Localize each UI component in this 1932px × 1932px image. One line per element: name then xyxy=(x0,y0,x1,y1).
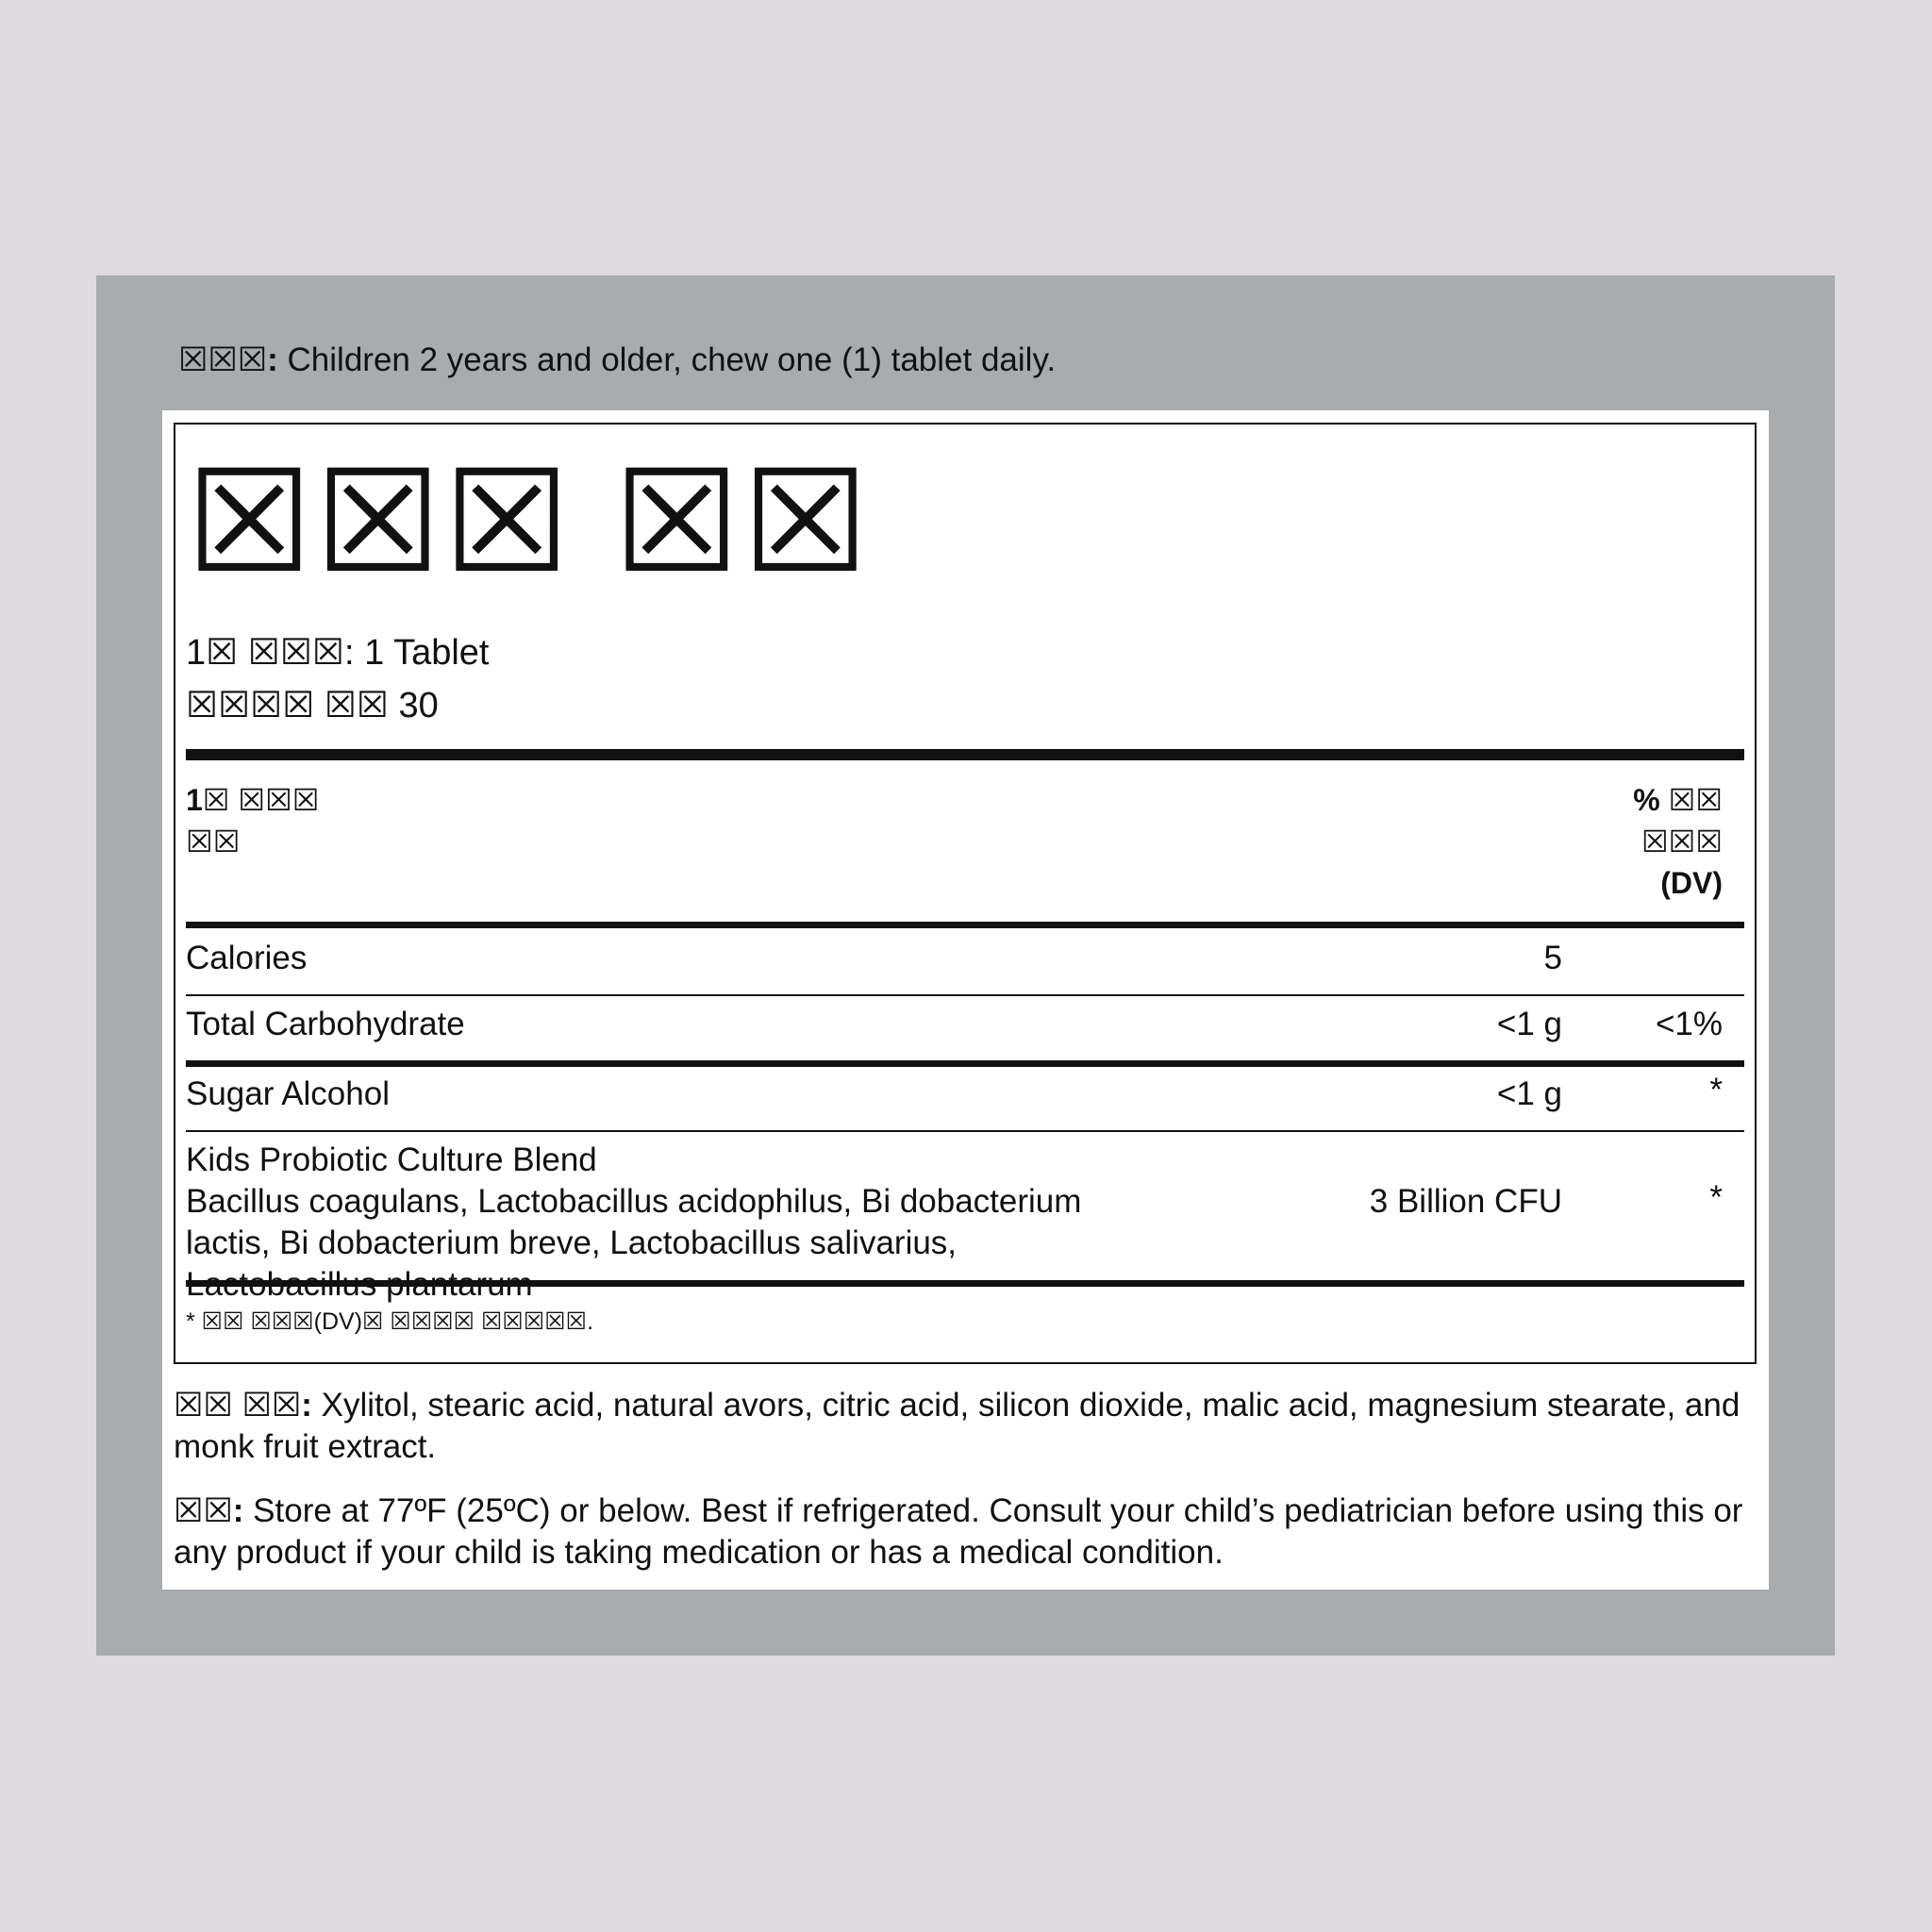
divider-thin xyxy=(186,1130,1744,1132)
directions-label: ☒☒☒: xyxy=(178,341,278,378)
divider-thick xyxy=(186,749,1744,760)
nutrient-dv: * xyxy=(1709,1179,1723,1216)
nutrient-amount: <1 g xyxy=(1496,1075,1562,1112)
other-ingredients xyxy=(174,1385,1768,1468)
serving-size-label: 1☒ ☒☒☒: xyxy=(186,633,355,673)
divider-mid xyxy=(186,1280,1744,1287)
servings-per-container xyxy=(186,679,489,732)
divider-thin xyxy=(186,994,1744,996)
warning-text: Store at 77ºF (25ºC) or below. Best if refrigerated. Consult your child’s pediatrician before using this or any product if your child is taking medication or has a medical condition. xyxy=(174,1492,1743,1571)
nutrient-dv: <1% xyxy=(1655,1006,1723,1042)
nutrient-dv: * xyxy=(1709,1072,1723,1108)
serving-info xyxy=(186,626,489,732)
directions-text: Children 2 years and older, chew one (1) tablet daily. xyxy=(287,341,1057,378)
blend-description: Bacillus coagulans, Lactobacillus acidophilus, Bi dobacterium lactis, Bi dobacterium breve, Lactobacillus salivarius, xyxy=(186,1183,1082,1261)
nutrient-amount: 5 xyxy=(1543,940,1562,976)
nutrient-name: Calories xyxy=(186,940,308,976)
daily-value-header-line1: % ☒☒ xyxy=(1633,783,1723,817)
amount-header xyxy=(186,779,319,862)
dv-footnote: * ☒☒ ☒☒☒(DV)☒ ☒☒☒☒ ☒☒☒☒☒. xyxy=(186,1308,594,1335)
daily-value-header-line2: ☒☒☒ xyxy=(1641,824,1723,858)
divider-mid xyxy=(186,1060,1744,1067)
divider-mid xyxy=(186,922,1744,928)
nutrient-name: Sugar Alcohol xyxy=(186,1075,390,1112)
servings-label: ☒☒☒☒ ☒☒ xyxy=(186,686,389,725)
amount-header-line2: ☒☒ xyxy=(186,824,241,858)
directions xyxy=(178,338,1782,383)
warning xyxy=(174,1491,1768,1574)
nutrient-amount: <1 g xyxy=(1496,1006,1562,1042)
nutrient-name: Total Carbohydrate xyxy=(186,1006,465,1042)
blend-name: Kids Probiotic Culture Blend xyxy=(186,1141,597,1178)
other-ingredients-label: ☒☒ ☒☒: xyxy=(174,1387,312,1424)
daily-value-header xyxy=(1604,779,1723,904)
serving-size xyxy=(186,626,489,679)
warning-label: ☒☒: xyxy=(174,1492,244,1529)
servings-value: 30 xyxy=(398,686,439,725)
serving-size-value: 1 Tablet xyxy=(364,633,490,673)
facts-title: ☒☒☒ ☒☒ xyxy=(186,442,872,601)
amount-header-line1: 1☒ ☒☒☒ xyxy=(186,783,320,817)
other-ingredients-text: Xylitol, stearic acid, natural avors, citric acid, silicon dioxide, malic acid, magnesium stearate, and monk fruit extract. xyxy=(174,1387,1740,1465)
nutrient-amount: 3 Billion CFU xyxy=(1369,1183,1562,1220)
daily-value-header-line3: (DV) xyxy=(1660,866,1723,900)
